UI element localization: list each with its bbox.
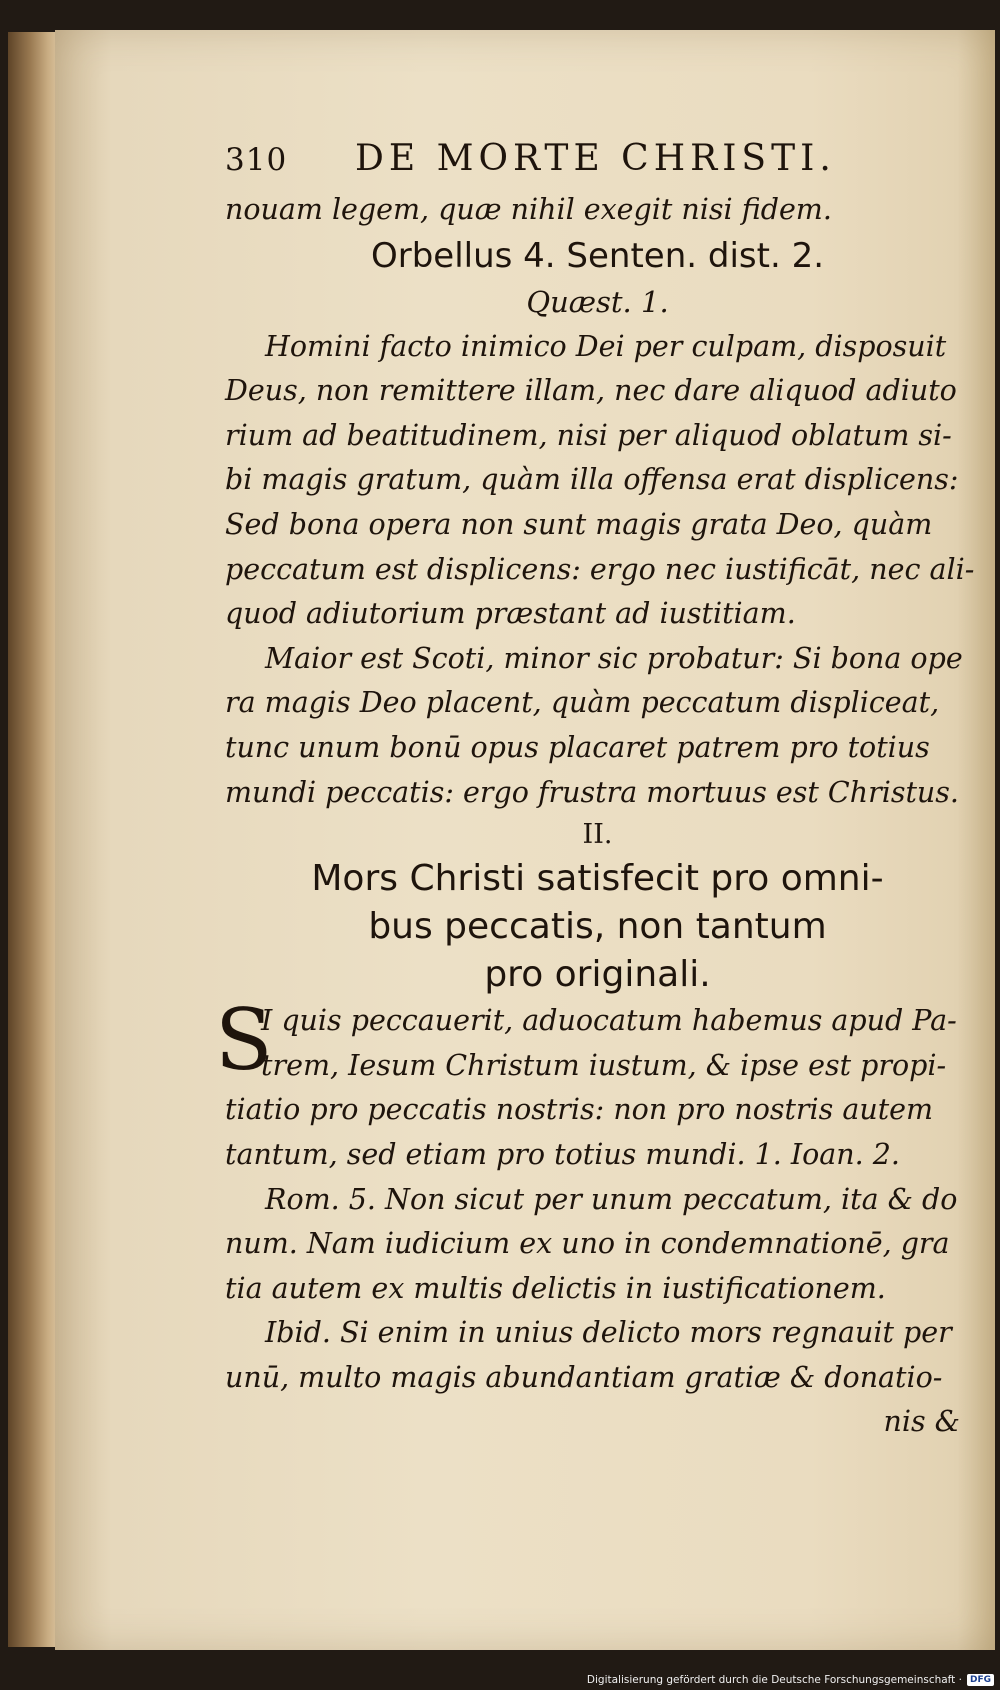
catchword: nis & <box>883 1405 960 1439</box>
text-line: Ibid. Si enim in unius delicto mors regnauit per <box>265 1316 952 1350</box>
page-text <box>215 138 975 1445</box>
book-edge <box>8 32 58 1647</box>
text-line: nouam legem, quæ nihil exegit nisi fidem. <box>225 193 832 226</box>
section-heading <box>225 855 970 999</box>
text-line: mundi peccatis: ergo frustra mortuus est Christus. <box>225 775 959 809</box>
page-number: 310 <box>225 142 288 178</box>
section-heading-line: Mors Christi satisfecit pro omni- <box>311 858 884 900</box>
paragraph-5 <box>225 1311 970 1400</box>
text-line: rium ad beatitudinem, nisi per aliquod oblatum si- <box>225 418 952 452</box>
text-line: ra magis Deo placent, quàm peccatum displiceat, <box>225 686 940 720</box>
text-line: Sed bona opera non sunt magis grata Deo, quàm <box>225 507 933 541</box>
text-line: Maior est Scoti, minor sic probatur: Si bona ope <box>265 641 963 675</box>
quaest-label: Quæst. 1. <box>526 284 669 319</box>
section-number: II. <box>582 819 613 851</box>
paragraph-2 <box>225 637 970 815</box>
text-line: unū, multo magis abundantiam gratiæ & donatio- <box>225 1360 943 1394</box>
text-line: tia autem ex multis delictis in iustificationem. <box>225 1271 886 1305</box>
text-line: Rom. 5. Non sicut per unum peccatum, ita & do <box>265 1182 958 1216</box>
text-line: quod adiutorium præstant ad iustitiam. <box>225 597 796 631</box>
text-line: bi magis gratum, quàm illa offensa erat displicens: <box>225 463 959 497</box>
dfg-logo: DFG <box>967 1674 994 1686</box>
paragraph-3 <box>215 991 970 1090</box>
running-header <box>225 138 970 188</box>
text-line: tunc unum bonū opus placaret patrem pro totius <box>225 730 930 764</box>
text-line: Homini facto inimico Dei per culpam, disposuit <box>265 329 947 363</box>
text-line: tantum, sed etiam pro totius mundi. 1. Ioan. 2. <box>225 1137 900 1171</box>
text-line: trem, Iesum Christum iustum, & ipse est propi- <box>261 1048 947 1082</box>
orbellus-heading: Orbellus 4. Senten. dist. 2. <box>370 235 825 276</box>
paragraph-4 <box>225 1178 970 1312</box>
text-line: num. Nam iudicium ex uno in condemnationē, gra <box>225 1227 950 1261</box>
drop-capital: S <box>215 991 273 1090</box>
text-line: peccatum est displicens: ergo nec iustificāt, nec ali- <box>225 552 975 586</box>
paragraph-1 <box>225 325 975 637</box>
text-line: I quis peccauerit, aduocatum habemus apud Pa- <box>261 1004 957 1038</box>
digitization-credit <box>587 1674 994 1686</box>
text-line: tiatio pro peccatis nostris: non pro nostris autem <box>225 1093 934 1127</box>
running-title: DE MORTE CHRISTI. <box>355 138 836 179</box>
section-heading-line: bus peccatis, non tantum <box>368 906 827 948</box>
text-line: Deus, non remittere illam, nec dare aliquod adiuto <box>225 374 957 408</box>
section-heading-line: pro originali. <box>484 954 711 996</box>
credit-text: Digitalisierung gefördert durch die Deutsche Forschungsgemeinschaft · <box>586 1674 962 1686</box>
